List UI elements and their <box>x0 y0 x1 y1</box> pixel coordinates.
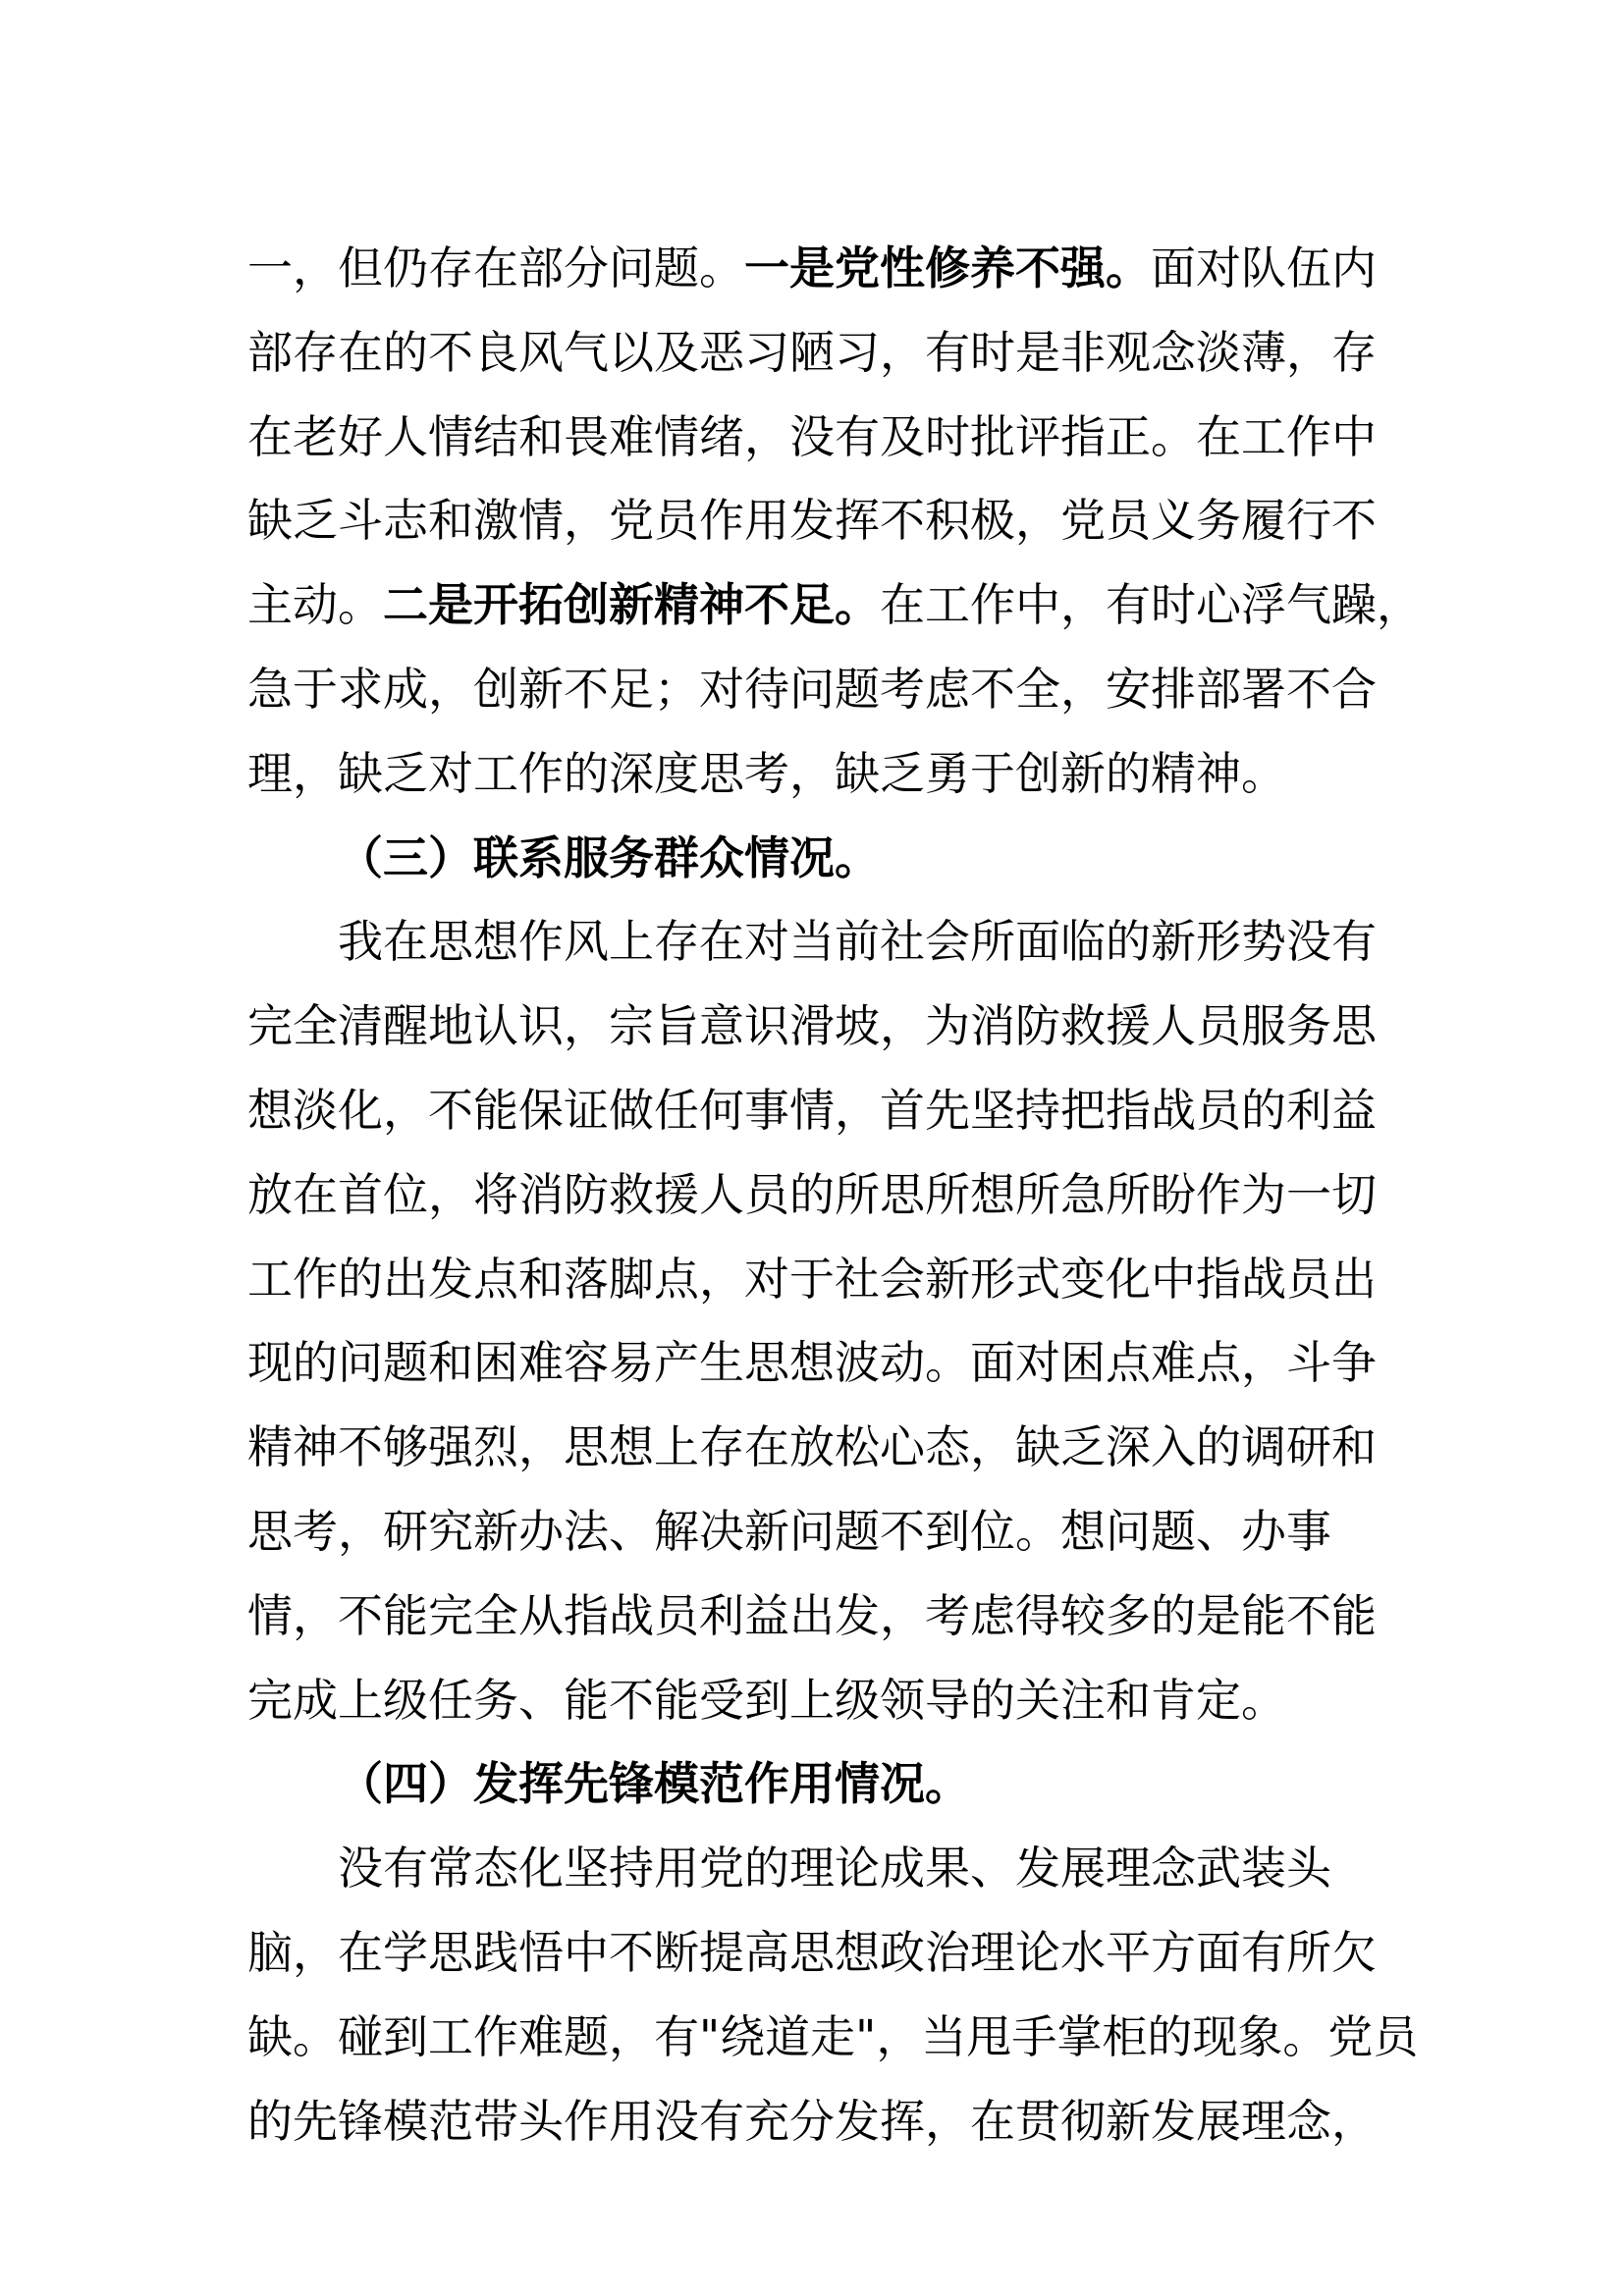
text-line <box>247 900 1426 985</box>
body-text: 缺。碰到工作难题，有"绕道走"，当甩手掌柜的现象。党员 <box>247 2009 1419 2063</box>
body-text: 想淡化，不能保证做任何事情，首先坚持把指战员的利益 <box>247 1083 1377 1137</box>
text-line <box>247 396 1426 480</box>
body-text: 完成上级任务、能不能受到上级领导的关注和肯定。 <box>247 1673 1286 1727</box>
body-text: 我在思想作风上存在对当前社会所面临的新形势没有 <box>338 915 1377 969</box>
body-text: 一，但仍存在部分问题。 <box>247 241 744 294</box>
body-text: 部存在的不良风气以及恶习陋习，有时是非观念淡薄，存 <box>247 325 1377 379</box>
section-heading <box>247 1742 1426 1827</box>
body-text: 放在首位，将消防救援人员的所思所想所急所盼作为一切 <box>247 1167 1377 1221</box>
text-line <box>247 1996 1426 2080</box>
bold-text: （三）联系服务群众情况。 <box>338 830 880 884</box>
section-heading <box>247 817 1426 901</box>
body-text: 主动。 <box>247 578 383 632</box>
body-text: 的先锋模范带头作用没有充分发挥，在贯彻新发展理念， <box>247 2094 1377 2148</box>
text-line <box>247 1911 1426 1996</box>
body-text: 在老好人情结和畏难情绪，没有及时批评指正。在工作中 <box>247 409 1377 463</box>
body-text: 工作的出发点和落脚点，对于社会新形式变化中指战员出 <box>247 1252 1377 1306</box>
bold-text: 一是党性修养不强。 <box>744 241 1151 294</box>
body-text: 没有常态化坚持用党的理论成果、发展理念武装头 <box>338 1842 1331 1896</box>
text-line <box>247 1575 1426 1659</box>
body-text: 在工作中，有时心浮气躁， <box>880 578 1422 632</box>
body-text: 脑，在学思践悟中不断提高思想政治理论水平方面有所欠 <box>247 1925 1377 1979</box>
text-line <box>247 1827 1426 1911</box>
text-line <box>247 227 1426 311</box>
bold-text: （四）发挥先锋模范作用情况。 <box>338 1757 970 1811</box>
body-text: 急于求成，创新不足；对待问题考虑不全，安排部署不合 <box>247 662 1377 716</box>
text-line <box>247 1069 1426 1153</box>
body-text: 思考，研究新办法、解决新问题不到位。想问题、办事 <box>247 1504 1331 1558</box>
text-line <box>247 648 1426 732</box>
text-line <box>247 1406 1426 1490</box>
bold-text: 二是开拓创新精神不足。 <box>383 578 880 632</box>
text-line <box>247 1659 1426 1743</box>
text-line <box>247 985 1426 1069</box>
body-text: 理，缺乏对工作的深度思考，缺乏勇于创新的精神。 <box>247 746 1286 800</box>
body-text: 精神不够强烈，思想上存在放松心态，缺乏深入的调研和 <box>247 1420 1377 1474</box>
text-line <box>247 1153 1426 1238</box>
body-text: 面对队伍内 <box>1151 241 1377 294</box>
text-line <box>247 479 1426 563</box>
text-line <box>247 2080 1426 2164</box>
document-page <box>247 227 1426 2163</box>
body-text: 完全清醒地认识，宗旨意识滑坡，为消防救援人员服务思 <box>247 999 1377 1053</box>
text-line <box>247 1321 1426 1406</box>
body-text: 情，不能完全从指战员利益出发，考虑得较多的是能不能 <box>247 1588 1377 1642</box>
text-line <box>247 1238 1426 1322</box>
body-text: 缺乏斗志和激情，党员作用发挥不积极，党员义务履行不 <box>247 494 1377 548</box>
text-line <box>247 1490 1426 1575</box>
text-line <box>247 732 1426 817</box>
text-line <box>247 311 1426 396</box>
body-text: 现的问题和困难容易产生思想波动。面对困点难点，斗争 <box>247 1336 1377 1390</box>
text-line <box>247 563 1426 648</box>
